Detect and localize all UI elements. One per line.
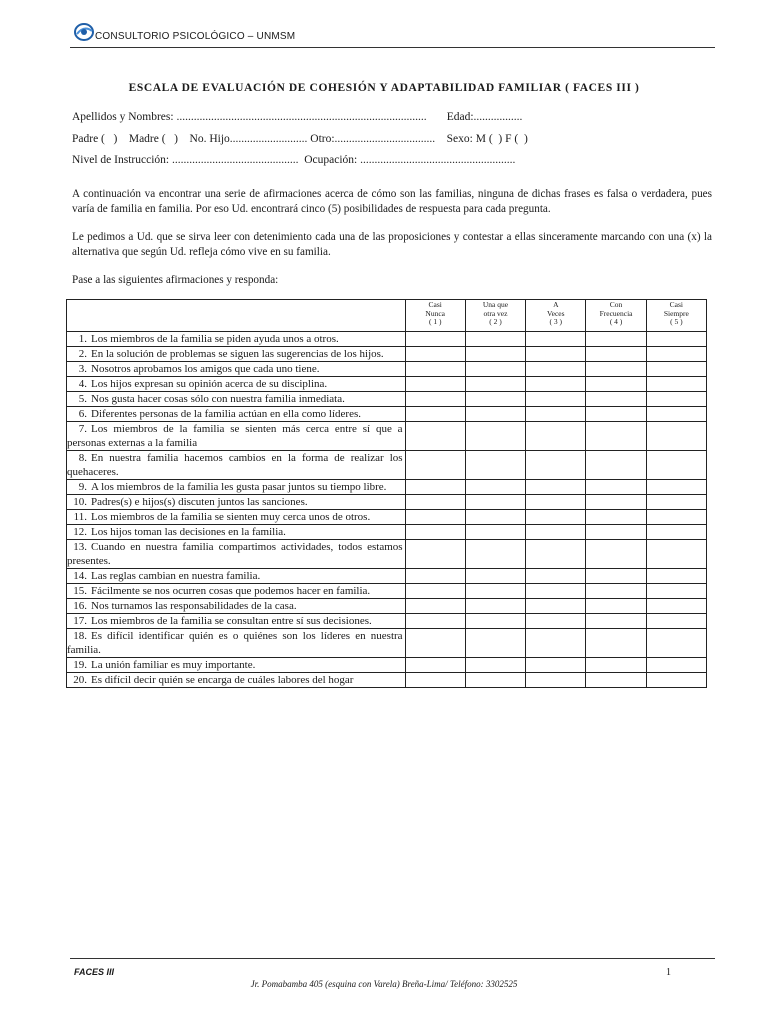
answer-cell[interactable] <box>646 347 706 362</box>
item-text: Padres(s) e hijos(s) discuten juntos las sanciones. <box>91 496 308 508</box>
table-row <box>67 510 707 525</box>
answer-cell[interactable] <box>586 332 646 347</box>
answer-cell[interactable] <box>586 599 646 614</box>
answer-cell[interactable] <box>646 451 706 480</box>
answer-cell[interactable] <box>526 525 586 540</box>
item-number: 20. <box>73 674 87 686</box>
footer-address: Jr. Pomabamba 405 (esquina con Varela) Breña-Lima/ Teléfono: 3302525 <box>250 979 518 989</box>
table-row <box>67 525 707 540</box>
footer-title: FACES III <box>74 967 115 977</box>
column-header-una-que-otra-vez <box>465 300 525 332</box>
answer-cell[interactable] <box>405 480 465 495</box>
answer-cell[interactable] <box>526 495 586 510</box>
answer-cell[interactable] <box>526 614 586 629</box>
form-line-name: Apellidos y Nombres: ....................................................................................... Edad:................. <box>72 111 523 123</box>
answer-cell[interactable] <box>405 347 465 362</box>
answer-cell[interactable] <box>586 392 646 407</box>
table-row <box>67 332 707 347</box>
item-text: Fácilmente se nos ocurren cosas que podemos hacer en familia. <box>91 585 371 597</box>
table-row <box>67 495 707 510</box>
item-statement <box>67 362 406 377</box>
column-header-line: Veces <box>547 308 565 318</box>
answer-cell[interactable] <box>646 569 706 584</box>
form-line-education: Nivel de Instrucción: ............................................ Ocupación: ...................................................... <box>72 154 516 166</box>
answer-cell[interactable] <box>586 347 646 362</box>
item-text: Los miembros de la familia se sienten muy cerca unos de otros. <box>91 511 371 523</box>
answer-cell[interactable] <box>586 569 646 584</box>
item-statement <box>67 422 406 451</box>
item-text: Los miembros de la familia se piden ayuda unos a otros. <box>91 333 339 345</box>
answer-cell[interactable] <box>526 599 586 614</box>
item-text: Los hijos toman las decisiones en la familia. <box>91 526 286 538</box>
column-header-line: Siempre <box>663 308 689 318</box>
answer-cell[interactable] <box>646 392 706 407</box>
column-header-casi-nunca <box>405 300 465 332</box>
table-row <box>67 629 707 658</box>
table-row <box>67 407 707 422</box>
item-text: Nos gusta hacer cosas sólo con nuestra familia inmediata. <box>91 393 345 405</box>
item-text: Las reglas cambian en nuestra familia. <box>91 570 261 582</box>
item-number: 1. <box>78 333 87 345</box>
item-text: A los miembros de la familia les gusta pasar juntos su tiempo libre. <box>91 481 387 493</box>
answer-cell[interactable] <box>586 673 646 688</box>
table-row <box>67 377 707 392</box>
table-row <box>67 347 707 362</box>
answer-cell[interactable] <box>646 525 706 540</box>
answer-cell[interactable] <box>465 510 525 525</box>
column-header-line: ( 3 ) <box>549 317 563 326</box>
answer-cell[interactable] <box>586 525 646 540</box>
table-row <box>67 480 707 495</box>
item-text: Cuando en nuestra familia compartimos actividades, todos estamos presentes. <box>67 541 403 567</box>
item-number: 10. <box>73 496 87 508</box>
instructions-paragraph-2: Le pedimos a Ud. que se sirva leer con detenimiento cada una de las proposiciones y contestar a ellas sinceramente marcando con una (x) la alternativa que según Ud. refleja cómo vive en su familia. <box>72 231 712 258</box>
column-header-line: Casi <box>428 300 442 309</box>
answer-cell[interactable] <box>465 495 525 510</box>
column-header-line: Una que <box>482 300 509 309</box>
item-number: 11. <box>73 511 87 523</box>
item-number: 13. <box>73 541 87 553</box>
item-statement <box>67 377 406 392</box>
answer-cell[interactable] <box>465 658 525 673</box>
item-number: 7. <box>78 423 87 435</box>
answer-cell[interactable] <box>405 362 465 377</box>
answer-cell[interactable] <box>465 392 525 407</box>
item-text: La unión familiar es muy importante. <box>91 659 256 671</box>
answer-cell[interactable] <box>586 584 646 599</box>
answer-cell[interactable] <box>405 422 465 451</box>
answer-cell[interactable] <box>465 584 525 599</box>
column-header-line: Casi <box>669 300 684 309</box>
item-text: Es difícil identificar quién es o quiénes son los líderes en nuestra familia. <box>67 630 403 656</box>
answer-cell[interactable] <box>405 392 465 407</box>
answer-cell[interactable] <box>646 540 706 569</box>
table-row <box>67 362 707 377</box>
item-statement <box>67 584 406 599</box>
header-org: CONSULTORIO PSICOLÓGICO – UNMSM <box>95 31 296 42</box>
item-number: 12. <box>73 526 87 538</box>
answer-cell[interactable] <box>405 599 465 614</box>
answer-cell[interactable] <box>586 422 646 451</box>
answer-cell[interactable] <box>405 407 465 422</box>
table-row <box>67 584 707 599</box>
answer-cell[interactable] <box>465 332 525 347</box>
answer-cell[interactable] <box>405 629 465 658</box>
instructions-paragraph-3: Pase a las siguientes afirmaciones y responda: <box>72 274 279 286</box>
instructions-paragraph-1: A continuación va encontrar una serie de afirmaciones acerca de cómo son las familias, ninguna de dichas frases es falsa o verdadera, pues varía de familia en familia. Por eso Ud. encontrará cinco (5) posibilidades de respuesta para cada pregunta. <box>72 188 712 215</box>
column-header-con-frecuencia <box>586 300 646 332</box>
item-number: 6. <box>78 408 87 420</box>
item-number: 5. <box>78 393 87 405</box>
item-number: 2. <box>78 348 87 360</box>
item-number: 15. <box>73 585 87 597</box>
item-statement <box>67 614 406 629</box>
item-text: Nosotros aprobamos los amigos que cada uno tiene. <box>91 363 320 375</box>
column-header-line: ( 2 ) <box>489 317 502 326</box>
item-number: 16. <box>73 600 87 612</box>
answer-cell[interactable] <box>405 658 465 673</box>
answer-cell[interactable] <box>526 540 586 569</box>
column-header-line: Con <box>609 300 623 309</box>
answer-cell[interactable] <box>405 377 465 392</box>
answer-cell[interactable] <box>405 673 465 688</box>
page-title: ESCALA DE EVALUACIÓN DE COHESIÓN Y ADAPTABILIDAD FAMILIAR ( FACES III ) <box>128 82 640 94</box>
answer-cell[interactable] <box>405 584 465 599</box>
answer-cell[interactable] <box>465 362 525 377</box>
item-statement <box>67 407 406 422</box>
answer-cell[interactable] <box>586 451 646 480</box>
answer-cell[interactable] <box>465 569 525 584</box>
table-row <box>67 569 707 584</box>
item-number: 17. <box>73 615 87 627</box>
answer-cell[interactable] <box>526 673 586 688</box>
footer-rule <box>70 958 715 959</box>
answer-cell[interactable] <box>586 629 646 658</box>
table-header-row <box>67 300 707 332</box>
answer-cell[interactable] <box>405 525 465 540</box>
column-header-line: Nunca <box>425 308 445 318</box>
column-header-casi-siempre <box>646 300 706 332</box>
page-number: 1 <box>666 967 671 978</box>
answer-cell[interactable] <box>526 377 586 392</box>
answer-cell[interactable] <box>465 673 525 688</box>
answer-cell[interactable] <box>465 480 525 495</box>
answer-cell[interactable] <box>526 510 586 525</box>
answer-cell[interactable] <box>586 658 646 673</box>
answer-cell[interactable] <box>646 658 706 673</box>
answer-cell[interactable] <box>586 540 646 569</box>
answer-cell[interactable] <box>465 377 525 392</box>
table-row <box>67 658 707 673</box>
item-statement <box>67 510 406 525</box>
column-header-line: A <box>553 300 559 309</box>
answer-cell[interactable] <box>405 495 465 510</box>
answer-cell[interactable] <box>526 658 586 673</box>
answer-cell[interactable] <box>526 451 586 480</box>
answer-cell[interactable] <box>465 599 525 614</box>
answer-cell[interactable] <box>586 377 646 392</box>
answer-cell[interactable] <box>646 495 706 510</box>
answer-cell[interactable] <box>526 629 586 658</box>
column-header-line: ( 1 ) <box>428 317 442 326</box>
column-header-a-veces <box>526 300 586 332</box>
table-body <box>67 332 707 688</box>
table-row <box>67 540 707 569</box>
column-header-line: otra vez <box>483 308 508 318</box>
answer-cell[interactable] <box>646 480 706 495</box>
answer-cell[interactable] <box>465 614 525 629</box>
item-statement <box>67 480 406 495</box>
answer-cell[interactable] <box>586 407 646 422</box>
answer-cell[interactable] <box>526 480 586 495</box>
answer-cell[interactable] <box>526 332 586 347</box>
page-header <box>70 22 715 48</box>
item-statement <box>67 599 406 614</box>
item-text: Es difícil decir quién se encarga de cuáles labores del hogar <box>91 674 354 686</box>
item-statement <box>67 332 406 347</box>
answer-cell[interactable] <box>405 332 465 347</box>
answer-cell[interactable] <box>646 362 706 377</box>
answer-cell[interactable] <box>465 407 525 422</box>
item-statement <box>67 495 406 510</box>
item-statement <box>67 673 406 688</box>
item-statement <box>67 525 406 540</box>
table-row <box>67 392 707 407</box>
answer-cell[interactable] <box>405 451 465 480</box>
answer-cell[interactable] <box>405 540 465 569</box>
answer-cell[interactable] <box>646 599 706 614</box>
item-statement <box>67 658 406 673</box>
table-row <box>67 614 707 629</box>
item-statement <box>67 629 406 658</box>
item-text: En la solución de problemas se siguen las sugerencias de los hijos. <box>91 348 384 360</box>
table-row <box>67 673 707 688</box>
answer-cell[interactable] <box>465 422 525 451</box>
answer-cell[interactable] <box>646 614 706 629</box>
answer-cell[interactable] <box>526 584 586 599</box>
item-text: Los hijos expresan su opinión acerca de su disciplina. <box>91 378 328 390</box>
item-number: 18. <box>73 630 87 642</box>
answer-cell[interactable] <box>526 422 586 451</box>
answer-cell[interactable] <box>465 525 525 540</box>
answer-cell[interactable] <box>646 510 706 525</box>
answer-cell[interactable] <box>526 362 586 377</box>
answer-cell[interactable] <box>586 495 646 510</box>
column-header-line: Frecuencia <box>599 308 633 318</box>
item-statement <box>67 451 406 480</box>
answer-cell[interactable] <box>646 407 706 422</box>
answer-cell[interactable] <box>465 629 525 658</box>
answer-cell[interactable] <box>405 614 465 629</box>
table-row <box>67 599 707 614</box>
item-text: Diferentes personas de la familia actúan en ella como líderes. <box>91 408 361 420</box>
item-number: 19. <box>73 659 87 671</box>
answer-cell[interactable] <box>526 392 586 407</box>
logo-icon <box>73 22 95 42</box>
answer-cell[interactable] <box>646 422 706 451</box>
answer-cell[interactable] <box>405 569 465 584</box>
answer-cell[interactable] <box>405 510 465 525</box>
item-statement <box>67 392 406 407</box>
column-header-line: ( 5 ) <box>670 317 683 326</box>
item-statement <box>67 540 406 569</box>
answer-cell[interactable] <box>646 673 706 688</box>
form-line-family: Padre ( ) Madre ( ) No. Hijo........................... Otro:................................... Sexo: M ( ) F ( ) <box>72 133 528 145</box>
answer-cell[interactable] <box>586 480 646 495</box>
answer-cell[interactable] <box>646 332 706 347</box>
item-number: 8. <box>78 452 87 464</box>
answer-cell[interactable] <box>465 451 525 480</box>
item-text: Los miembros de la familia se sienten más cerca entre sí que a personas externas a la familia <box>67 423 403 449</box>
answer-cell[interactable] <box>465 347 525 362</box>
item-number: 9. <box>78 481 87 493</box>
column-header-line: ( 4 ) <box>609 317 623 326</box>
item-number: 14. <box>73 570 87 582</box>
item-statement <box>67 347 406 362</box>
table-row <box>67 422 707 451</box>
answer-cell[interactable] <box>646 584 706 599</box>
table-row <box>67 451 707 480</box>
item-text: En nuestra familia hacemos cambios en la forma de realizar los quehaceres. <box>67 452 403 478</box>
item-number: 4. <box>78 378 87 390</box>
item-text: Los miembros de la familia se consultan entre sí sus decisiones. <box>91 615 372 627</box>
item-number: 3. <box>78 363 87 375</box>
answer-cell[interactable] <box>586 510 646 525</box>
answer-cell[interactable] <box>586 614 646 629</box>
answer-cell[interactable] <box>526 347 586 362</box>
faces-table <box>66 299 707 688</box>
answer-cell[interactable] <box>526 407 586 422</box>
item-statement <box>67 569 406 584</box>
answer-cell[interactable] <box>586 362 646 377</box>
header-blank <box>67 300 406 332</box>
answer-cell[interactable] <box>465 540 525 569</box>
answer-cell[interactable] <box>526 569 586 584</box>
item-text: Nos turnamos las responsabilidades de la casa. <box>91 600 297 612</box>
answer-cell[interactable] <box>646 377 706 392</box>
answer-cell[interactable] <box>646 629 706 658</box>
